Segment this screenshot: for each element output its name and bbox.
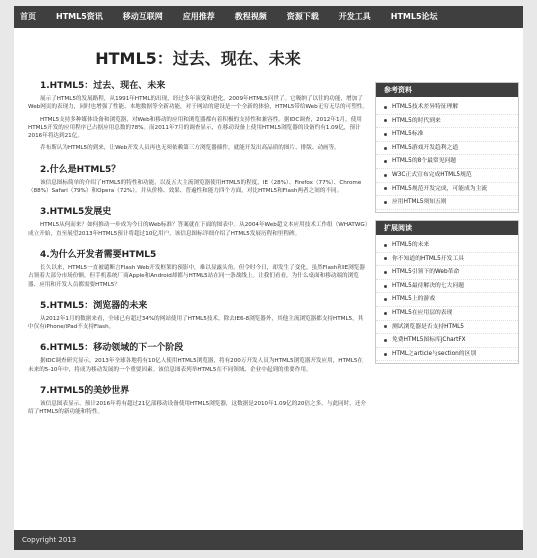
bullet-icon [384,312,387,315]
sidebar-link-item[interactable] [376,253,518,267]
article-title: HTML5：过去、现在、未来 [95,49,301,68]
nav-item-3[interactable]: 应用推荐 [182,12,215,21]
section-paragraph: 该信息图表显示，预计2016年将有超过21亿部移动设备使用HTML5浏览器，这数据是2010年1.09亿的20倍之多。与此同时，还介绍了HTML5的新功能和特性。 [28,401,367,416]
section-paragraph: 该信息图标简单的介绍了HTML5的特性和功能，以及五大主流浏览器使用HTML5的程度，IE（28%）、Firefox（77%）、Chrome（88%）Safari（79%）和Opera（72%）。并从价格、效果、普遍性和能力四个方面，对比HTML5和Flash两者之间的不同。 [28,179,362,195]
page-content [14,28,523,530]
sidebar-reference-list [376,97,518,212]
section-heading: 4.为什么开发者需要HTML5 [40,249,157,260]
sidebar-link-item[interactable] [376,266,518,280]
top-navigation [14,6,523,28]
article-sections [28,78,368,417]
bullet-icon [384,353,387,356]
article [28,40,368,421]
sidebar-link-label: HTML5标准 [392,131,424,138]
section-paragraph: HTML5从何而来？如何推动一步成为今日的Web标准？答案就在下面的图表中。从2004年Web超文本应用技术工作组（WHATWG）成立开始，直至展望2013年HTML5预计将超过10亿用户，该信息图标详细介绍了HTML5发展历程和里程碑。 [28,222,368,237]
sidebar-link-item[interactable] [376,293,518,307]
bullet-icon [384,147,387,150]
sidebar-link-label: HTML5的时代到来 [392,117,441,124]
sidebar-link-label: HTML5最待解决的七大问题 [392,282,464,289]
section-paragraph: 从2012年1月的数据来看，全球已有超过34%的网站使用了HTML5技术。除去IE6-8浏览器外，其他主流浏览器都支持HTML5，其中仅有iPhone/iPad不支持Flash。 [28,315,364,331]
sidebar-link-item[interactable] [376,239,518,253]
sidebar-link-item[interactable] [376,183,518,197]
sidebar-link-item[interactable] [376,196,518,210]
bullet-icon [384,133,387,136]
sidebar-extended-box [375,220,519,364]
bullet-icon [384,201,387,204]
bullet-icon [384,160,387,163]
nav-item-0[interactable]: 首页 [20,12,36,21]
sidebar-link-label: 你不知道的HTML5开发工具 [392,255,464,262]
nav-item-5[interactable]: 资源下载 [286,12,319,21]
nav-item-4[interactable]: 教程视频 [234,12,267,21]
sidebar-link-item[interactable] [376,115,518,129]
sidebar-extended-title: 扩展阅读 [376,221,518,235]
section-paragraph: 据IDC调查研究显示，2013年全球各地将有10亿人使用HTML5浏览器，将有200万开发人员为HTML5浏览器开发应用，HTML5在未来的5-10年中，将成为移动发展的一个重要因素。该信息图表列举HTML5在不同领域、企业中起到的重要作用。 [28,358,364,373]
bullet-icon [384,119,387,122]
sidebar-link-label: HTML5的8个最常见问题 [392,158,457,165]
sidebar-link-label: 应用HTML5须知五则 [392,199,447,206]
sidebar-link-label: HTML5技术差异特征理解 [392,104,459,110]
sidebar-extended-list [376,235,518,363]
bullet-icon [384,298,387,301]
sidebar-link-item[interactable] [376,142,518,156]
bullet-icon [384,325,387,328]
sidebar-link-label: HTML5在应用层的表现 [392,309,453,316]
sidebar-link-label: HTML之article与section的区别 [392,350,477,357]
bullet-icon [384,257,387,260]
sidebar-link-label: HTML5游戏开发趋利之道 [392,144,459,151]
section-heading: 7.HTML5的美妙世界 [40,386,130,397]
nav-item-6[interactable]: 开发工具 [338,12,371,21]
nav-item-1[interactable]: HTML5资讯 [56,12,103,21]
bullet-icon [384,106,387,109]
bullet-icon [384,285,387,288]
sidebar-link-item[interactable] [376,334,518,348]
section-heading: 5.HTML5：浏览器的未来 [40,300,148,311]
sidebar-reference-box [375,82,519,213]
section-paragraph: 展示了HTML5的发展路程，从1991年HTML的出现，经过多年演变和进化，2009年HTML5问世了。它吸纳了以往的功能，增加了Web网页的表现力，同时也增强了性能、本地数据等全新功能，对于网站的建设是一个全新的体验，HTML5带给Web无穷无尽的可塑性。 [28,96,368,111]
nav-item-2[interactable]: 移动互联网 [122,12,163,21]
nav-item-7[interactable]: HTML5论坛 [390,12,438,21]
bullet-icon [384,244,387,247]
sidebar-link-label: HTML5上的游戏 [392,296,436,303]
bullet-icon [384,271,387,274]
sidebar-reference-title: 参考资料 [376,83,518,97]
footer: Copyright 2013 [14,530,523,550]
sidebar-link-item[interactable] [376,101,518,115]
sidebar-link-label: 测试浏览器是否支持HTML5 [392,323,464,330]
section-heading: 6.HTML5：移动领域的下一个阶段 [40,343,184,354]
sidebar-link-label: HTML5规范开发完成，可能成为主流 [392,185,488,192]
section-paragraph: HTML5支持多种媒体设备和浏览器，对Web和移动的应用和浏览器都有着积极的支持性和兼容性。据IDC调查，2012年1月，使用HTML5开发的应用程序已占据应用总数的78%。而2011年7月的调查显示，在移动设备上使用HTML5浏览器的设备约有1.09亿，预计2016年将达到21亿。 [28,116,362,140]
sidebar-link-label: HTML5引领下的Web革命 [392,269,460,276]
section-paragraph: 乔布斯认为HTML5的到来，让Web开发人员再也无须依赖第三方浏览器插件，就能开发出高品质的图片、排版、动画等。 [40,145,340,152]
bullet-icon [384,187,387,190]
sidebar-link-item[interactable] [376,321,518,335]
sidebar-link-item[interactable] [376,280,518,294]
sidebar-link-label: 免费HTML5图标库jChartFX [392,337,466,344]
section-heading: 3.HTML5发展史 [40,207,112,218]
sidebar-link-item[interactable] [376,307,518,321]
sidebar-link-item[interactable] [376,128,518,142]
bullet-icon [384,174,387,177]
section-heading: 1.HTML5：过去、现在、未来 [40,81,166,91]
sidebar-link-item[interactable] [376,348,518,362]
sidebar-link-label: W3C正式宣布完成HTML5规范 [392,171,472,178]
sidebar-link-item[interactable] [376,155,518,169]
sidebar-link-item[interactable] [376,169,518,183]
bullet-icon [384,339,387,342]
sidebar-link-label: HTML5的未来 [392,242,430,248]
section-heading: 2.什么是HTML5？ [40,164,121,175]
section-paragraph: 长久以来，HTML5一直被谴断言Flash Web开发框架的预影中，难以显露头角。但令时今日，却发生了变化。虽然Flash和IE浏览器占领着大部分市场份额，但手机系统厂商Apple和Android却都与HTML5站在同一条战线上。让我们看看，为什么桌面和移动端的浏览器、应用和开发人员都需要HTML5？ [28,264,365,288]
